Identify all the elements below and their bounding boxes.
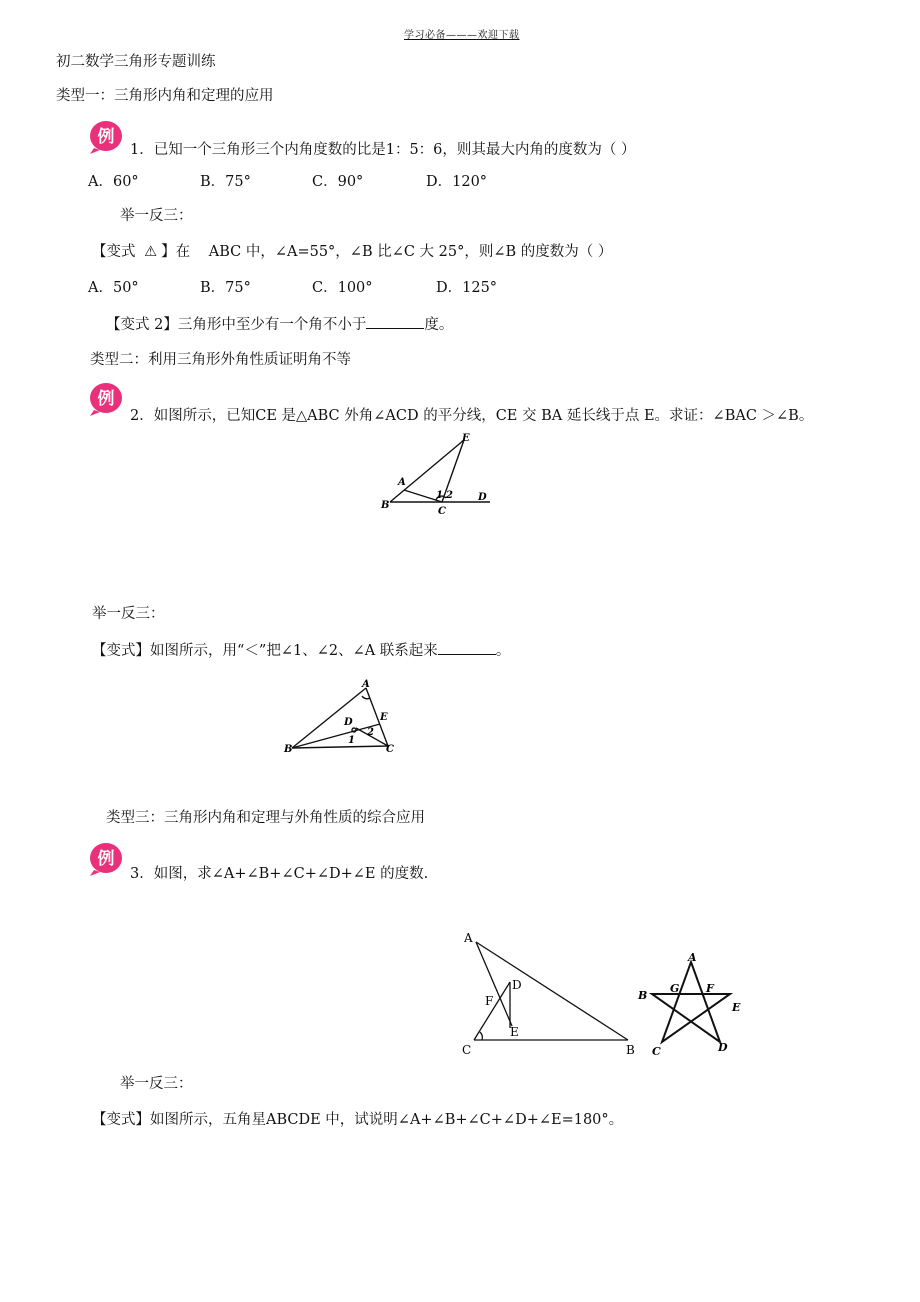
- label-c: C: [462, 1043, 472, 1057]
- v1-option-d: D．125°: [436, 280, 498, 296]
- section1-heading: 类型一：三角形内角和定理的应用: [56, 88, 274, 104]
- badge-glyph: 例: [97, 127, 115, 147]
- v1-option-a: A．50°: [88, 280, 139, 296]
- practice-label-2: 举一反三：: [92, 606, 165, 622]
- variant2-before: 【变式 2】三角形中至少有一个角不小于: [106, 317, 367, 333]
- variant3-before: 【变式】如图所示，用“＜”把∠1、∠2、∠A 联系起来: [92, 643, 438, 659]
- figure-angle-comparison: [282, 676, 398, 756]
- label-f: F: [706, 982, 714, 995]
- practice-label-3: 举一反三：: [120, 1076, 193, 1092]
- label-e: E: [732, 1001, 741, 1014]
- page-header: 学习必备———欢迎下载: [404, 30, 520, 41]
- line-cd: [474, 982, 510, 1040]
- figure-triangle-abc-def: [458, 928, 648, 1058]
- label-d: D: [512, 978, 522, 992]
- label-d: D: [344, 717, 353, 728]
- variant2-after: 度。: [424, 317, 454, 333]
- q1-options: [88, 172, 487, 192]
- label-c: C: [438, 506, 446, 517]
- figure-exterior-angle-bisector: [376, 428, 500, 520]
- label-b: B: [284, 744, 293, 755]
- q1-option-b: B．75°: [200, 174, 251, 190]
- variant2-stem: [106, 314, 453, 335]
- line-ab: [476, 942, 628, 1040]
- variant1-middle: 】在: [161, 244, 191, 260]
- line-bc: [292, 746, 388, 748]
- badge-glyph: 例: [97, 389, 115, 409]
- q3-stem: 3．如图，求∠A+∠B+∠C+∠D+∠E 的度数.: [130, 866, 429, 882]
- variant4-stem: 【变式】如图所示，五角星ABCDE 中，试说明∠A+∠B+∠C+∠D+∠E=180°。: [92, 1112, 624, 1128]
- label-b: B: [638, 989, 648, 1002]
- point-d-mark: [352, 728, 356, 732]
- label-c: C: [652, 1045, 661, 1058]
- line-ae: [476, 942, 512, 1026]
- answer-blank: [438, 640, 496, 655]
- variant1-prefix: 【变式: [92, 244, 136, 260]
- label-d: D: [718, 1041, 728, 1054]
- q1-stem: 1．已知一个三角形三个内角度数的比是1：5：6，则其最大内角的度数为（ ）: [130, 142, 636, 158]
- variant1-text: ABC 中，∠A=55°，∠B 比∠C 大 25°，则∠B 的度数为（ ）: [208, 244, 613, 260]
- label-f: F: [485, 994, 494, 1008]
- label-a: A: [362, 679, 370, 690]
- label-g: G: [670, 982, 680, 995]
- label-2: 2: [446, 490, 453, 501]
- angle-arc-c: [480, 1032, 482, 1040]
- q1-option-a: A．60°: [88, 174, 139, 190]
- answer-blank: [366, 314, 424, 329]
- label-1: 1: [436, 490, 443, 501]
- section3-heading: 类型三：三角形内角和定理与外角性质的综合应用: [106, 810, 425, 826]
- example-badge-icon: [88, 840, 128, 876]
- variant1-stem: [92, 242, 612, 262]
- variant3-stem: [92, 640, 510, 661]
- q1-option-c: C．90°: [312, 174, 364, 190]
- badge-glyph: 例: [97, 849, 115, 869]
- variant1-options: [88, 278, 497, 298]
- label-e: E: [510, 1025, 519, 1039]
- example-badge-icon: [88, 380, 128, 416]
- label-2: 2: [367, 727, 374, 738]
- label-a: A: [688, 951, 697, 964]
- label-e: E: [462, 433, 470, 444]
- document-title: 初二数学三角形专题训练: [56, 54, 216, 70]
- label-d: D: [478, 492, 487, 503]
- label-b: B: [626, 1043, 635, 1057]
- q2-stem: 2．如图所示，已知CE 是△ABC 外角∠ACD 的平分线，CE 交 BA 延长线于点 E。求证：∠BAC ＞∠B。: [130, 408, 814, 424]
- section2-heading: 类型二：利用三角形外角性质证明角不等: [90, 352, 351, 368]
- label-b: B: [381, 500, 390, 511]
- label-a: A: [398, 477, 406, 488]
- practice-label-1: 举一反三：: [120, 208, 193, 224]
- v1-option-b: B．75°: [200, 280, 251, 296]
- label-1: 1: [348, 735, 355, 746]
- warning-icon: ⚠: [144, 244, 158, 260]
- figure-pentagram: [636, 950, 746, 1060]
- label-e: E: [380, 712, 388, 723]
- pentagram-star: [652, 962, 730, 1042]
- example-badge-icon: [88, 118, 128, 154]
- q1-option-d: D．120°: [426, 174, 488, 190]
- label-a: A: [464, 931, 473, 945]
- v1-option-c: C．100°: [312, 280, 373, 296]
- label-c: C: [386, 744, 394, 755]
- variant3-after: 。: [495, 643, 511, 659]
